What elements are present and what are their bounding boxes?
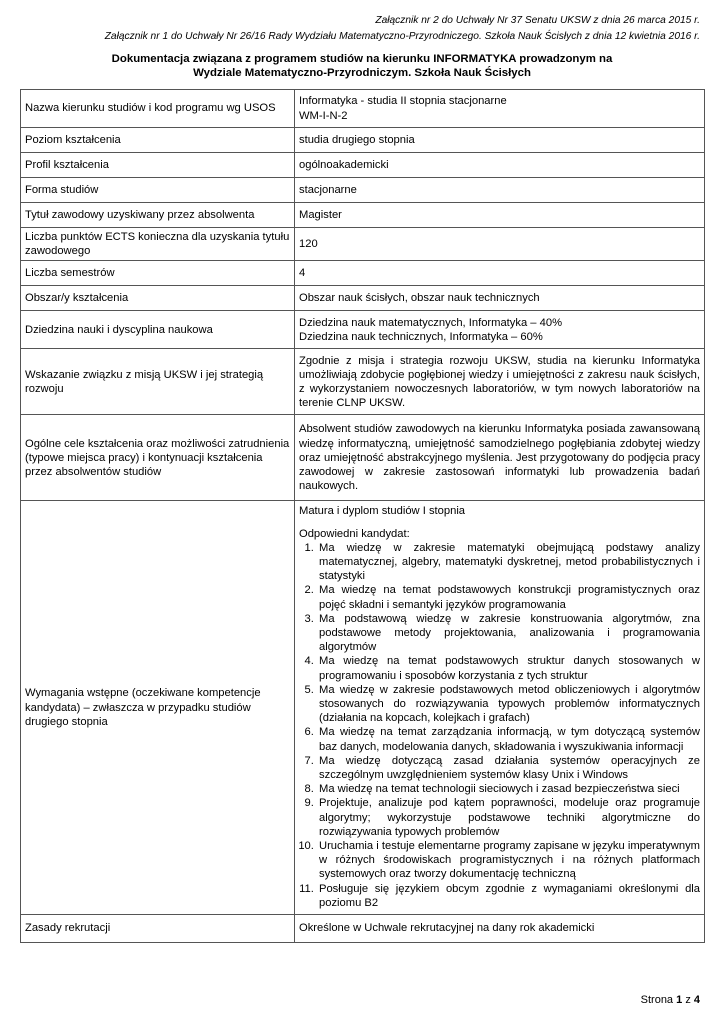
table-row — [21, 915, 705, 943]
header-line-1: Załącznik nr 2 do Uchwały Nr 37 Senatu UKSW z dnia 26 marca 2015 r. — [375, 15, 700, 26]
document-title-line-1: Dokumentacja związana z programem studiów na kierunku INFORMATYKA prowadzonym na — [111, 53, 613, 65]
row-value: Obszar nauk ścisłych, obszar nauk technicznych — [295, 286, 705, 311]
row-value — [295, 501, 705, 915]
program-table — [20, 89, 705, 943]
row-value: ogólnoakademicki — [295, 153, 705, 178]
header-line-2: Załącznik nr 1 do Uchwały Nr 26/16 Rady Wydziału Matematyczno-Przyrodniczego. Szkoła Nauk Ścisłych z dnia 12 kwietnia 2016 r. — [104, 31, 700, 42]
requirements-intro: Matura i dyplom studiów I stopnia — [299, 505, 466, 518]
program-name: Informatyka - studia II stopnia stacjonarne — [299, 95, 507, 108]
table-row — [21, 501, 705, 915]
row-label: Profil kształcenia — [21, 153, 295, 178]
row-label: Tytuł zawodowy uzyskiwany przez absolwenta — [21, 203, 295, 228]
table-row — [21, 153, 705, 178]
row-value: 120 — [295, 228, 705, 261]
discipline-math: Dziedzina nauk matematycznych, Informatyka – 40% — [299, 316, 563, 329]
page-footer — [641, 994, 700, 1006]
program-code: WM-I-N-2 — [299, 109, 348, 122]
list-item: 11. Posługuje się językiem obcym zgodnie z wymaganiami określonymi dla poziomu B2 — [317, 882, 700, 910]
discipline-tech: Dziedzina nauk technicznych, Informatyka – 60% — [299, 330, 543, 343]
table-row — [21, 203, 705, 228]
table-row — [21, 415, 705, 501]
row-label: Ogólne cele kształcenia oraz możliwości zatrudnienia (typowe miejsca pracy) i kontynuacji kształcenia przez absolwentów studiów — [21, 415, 295, 501]
requirements-list — [299, 541, 700, 910]
row-value: studia drugiego stopnia — [295, 128, 705, 153]
row-label: Wskazanie związku z misją UKSW i jej strategią rozwoju — [21, 349, 295, 415]
table-row — [21, 228, 705, 261]
requirements-candidate: Odpowiedni kandydat: — [299, 527, 410, 540]
row-label: Zasady rekrutacji — [21, 915, 295, 943]
page-of: z — [685, 994, 691, 1006]
page-label: Strona — [640, 994, 674, 1006]
row-label: Forma studiów — [21, 178, 295, 203]
row-label: Liczba semestrów — [21, 261, 295, 286]
table-row — [21, 261, 705, 286]
table-row — [21, 349, 705, 415]
table-row — [21, 178, 705, 203]
table-row — [21, 128, 705, 153]
row-label: Wymagania wstępne (oczekiwane kompetencje kandydata) – zwłaszcza w przypadku studiów drugiego stopnia — [21, 501, 295, 915]
row-value — [295, 311, 705, 349]
table-row — [21, 311, 705, 349]
row-value: Zgodnie z misja i strategia rozwoju UKSW, studia na kierunku Informatyka umożliwiają zdobycie pogłębionej wiedzy i umiejętności z zakresu nauk ścisłych, z wykorzystaniem nowoczesnych laboratoriów, w tym nowych laboratoriów na terenie CLNP UKSW. — [295, 349, 705, 415]
row-label: Liczba punktów ECTS konieczna dla uzyskania tytułu zawodowego — [21, 228, 295, 261]
table-row — [21, 286, 705, 311]
row-label: Poziom kształcenia — [21, 128, 295, 153]
list-item: 8. Ma wiedzę na temat technologii sieciowych i zasad bezpieczeństwa sieci — [317, 782, 700, 796]
page-total: 4 — [693, 994, 700, 1006]
page-number: 1 — [676, 994, 683, 1006]
list-item: 2. Ma wiedzę na temat podstawowych konstrukcji programistycznych oraz pojęć składni i semantyki języków programowania — [317, 583, 700, 611]
document-title — [40, 52, 684, 80]
row-value: Magister — [295, 203, 705, 228]
list-item: 5. Ma wiedzę w zakresie podstawowych metod obliczeniowych i algorytmów stosowanych do rozwiązywania typowych problemów informatycznych (działania na kopcach, kolejkach i grafach) — [317, 683, 700, 726]
row-value: Absolwent studiów zawodowych na kierunku Informatyka posiada zawansowaną wiedzę informatyczną, umiejętność samodzielnego pogłębiania zdobytej wiedzy oraz umiejętność abstrakcyjnego myślenia. Jest przygotowany do podjęcia pracy zawodowej w zakresie zastosowań informatyki lub prowadzenia badań naukowych. — [295, 415, 705, 501]
table-row — [21, 90, 705, 128]
row-label: Obszar/y kształcenia — [21, 286, 295, 311]
list-item: 1. Ma wiedzę w zakresie matematyki obejmującą podstawy analizy matematycznej, algebry, matematyki dyskretnej, metod probabilistycznych i statystyki — [317, 541, 700, 584]
row-value — [295, 90, 705, 128]
list-item: 10. Uruchamia i testuje elementarne programy zapisane w języku imperatywnym w różnych środowiskach programistycznych i na różnych platformach systemowych oraz tworzy dokumentację techniczną — [317, 839, 700, 882]
list-item: 6. Ma wiedzę na temat zarządzania informacją, w tym dotyczącą systemów baz danych, modelowania danych, składowania i wyszukiwania informacji — [317, 725, 700, 753]
list-item: 9. Projektuje, analizuje pod kątem poprawności, modeluje oraz programuje algorytmy; wykorzystuje podstawowe techniki algorytmiczne do rozwiązywania typowych problemów — [317, 796, 700, 839]
list-item: 4. Ma wiedzę na temat podstawowych struktur danych stosowanych w programowaniu i sposobów korzystania z tych struktur — [317, 654, 700, 682]
document-title-line-2: Wydziale Matematyczno-Przyrodniczym. Szkoła Nauk Ścisłych — [193, 67, 531, 79]
list-item: 3. Ma podstawową wiedzę w zakresie konstruowania algorytmów, zna podstawowe metody projektowania, analizowania i programowania algorytmów — [317, 612, 700, 655]
row-value: Określone w Uchwale rekrutacyjnej na dany rok akademicki — [295, 915, 705, 943]
row-label: Nazwa kierunku studiów i kod programu wg USOS — [21, 90, 295, 128]
row-label: Dziedzina nauki i dyscyplina naukowa — [21, 311, 295, 349]
row-value: 4 — [295, 261, 705, 286]
row-value: stacjonarne — [295, 178, 705, 203]
list-item: 7. Ma wiedzę dotyczącą zasad działania systemów operacyjnych ze szczególnym uwzględnieniem systemów klasy Unix i Windows — [317, 754, 700, 782]
